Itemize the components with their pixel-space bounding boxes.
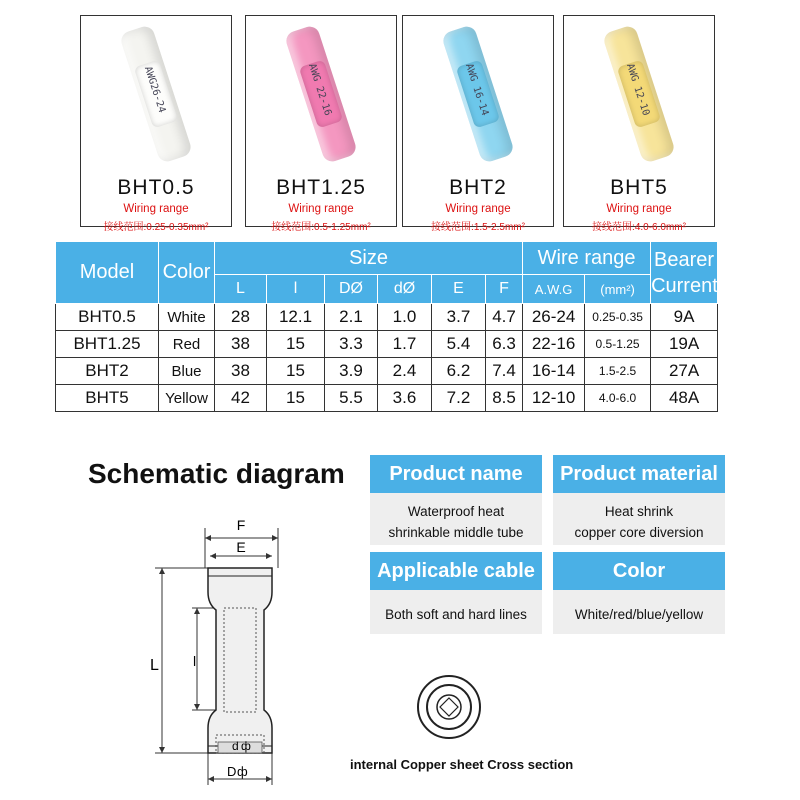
awg-print: AWG26-24 bbox=[141, 65, 168, 115]
cell-L: 38 bbox=[215, 358, 267, 385]
cell-d: 1.7 bbox=[378, 331, 432, 358]
product-card-bht0.5 bbox=[80, 15, 232, 233]
info-product-name bbox=[370, 455, 542, 545]
header-E: E bbox=[432, 275, 486, 304]
header-L: L bbox=[215, 275, 267, 304]
phi-symbol: ф bbox=[237, 764, 248, 779]
tube-image bbox=[284, 24, 358, 164]
cell-current: 48A bbox=[651, 385, 718, 412]
product-name: BHT1.25 bbox=[276, 176, 366, 199]
cell-D: 3.9 bbox=[325, 358, 378, 385]
dim-label-l: l bbox=[193, 653, 197, 669]
wiring-range-value: 接线范围:1.5-2.5mm² bbox=[431, 222, 525, 233]
info-product-material bbox=[553, 455, 725, 545]
cell-color: Red bbox=[159, 331, 215, 358]
tube-image bbox=[441, 24, 515, 164]
cell-color: Blue bbox=[159, 358, 215, 385]
wiring-range-value: 接线范围:4.0-6.0mm² bbox=[592, 222, 686, 233]
tube-image bbox=[602, 24, 676, 164]
table-row bbox=[56, 385, 718, 412]
info-body-line: Heat shrink bbox=[604, 504, 674, 519]
cross-section-caption: internal Copper sheet Cross section bbox=[350, 757, 574, 772]
cell-F: 4.7 bbox=[486, 304, 523, 331]
cell-E: 3.7 bbox=[432, 304, 486, 331]
table-row bbox=[56, 358, 718, 385]
cell-F: 8.5 bbox=[486, 385, 523, 412]
cell-awg: 26-24 bbox=[523, 304, 585, 331]
schematic-drawing bbox=[150, 510, 290, 790]
wiring-range-value: 接线范围:0.5-1.25mm² bbox=[271, 222, 371, 233]
schematic-title: Schematic diagram bbox=[88, 458, 345, 489]
info-body-line: White/red/blue/yellow bbox=[574, 607, 704, 622]
header-size: Size bbox=[215, 242, 523, 275]
header-l: l bbox=[267, 275, 325, 304]
table-row bbox=[56, 331, 718, 358]
cell-awg: 16-14 bbox=[523, 358, 585, 385]
cell-l: 15 bbox=[267, 385, 325, 412]
product-name: BHT2 bbox=[449, 176, 507, 199]
cell-D: 3.3 bbox=[325, 331, 378, 358]
product-photo bbox=[246, 16, 396, 166]
product-photo bbox=[564, 16, 714, 166]
cell-L: 28 bbox=[215, 304, 267, 331]
info-body-line: Waterproof heat bbox=[407, 504, 505, 519]
header-model: Model bbox=[56, 242, 159, 304]
cell-model: BHT2 bbox=[56, 358, 159, 385]
cell-mm2: 4.0-6.0 bbox=[585, 385, 651, 412]
wiring-range-label: Wiring range bbox=[445, 203, 511, 215]
cell-awg: 22-16 bbox=[523, 331, 585, 358]
cell-mm2: 1.5-2.5 bbox=[585, 358, 651, 385]
dim-label-d: d bbox=[232, 739, 239, 753]
cell-current: 27A bbox=[651, 358, 718, 385]
cell-awg: 12-10 bbox=[523, 385, 585, 412]
phi-symbol: ф bbox=[241, 739, 251, 753]
header-d: dØ bbox=[378, 275, 432, 304]
dim-label-L: L bbox=[150, 657, 159, 674]
header-mm2: (mm²) bbox=[585, 275, 651, 304]
product-card-bht2 bbox=[402, 15, 554, 233]
cell-model: BHT0.5 bbox=[56, 304, 159, 331]
cell-l: 15 bbox=[267, 358, 325, 385]
dim-label-f: F bbox=[236, 517, 246, 533]
cell-mm2: 0.5-1.25 bbox=[585, 331, 651, 358]
info-body-line: Both soft and hard lines bbox=[385, 607, 527, 622]
product-card-bht1.25 bbox=[245, 15, 397, 233]
product-photo bbox=[81, 16, 231, 166]
cell-model: BHT5 bbox=[56, 385, 159, 412]
info-color bbox=[553, 552, 725, 634]
cell-l: 12.1 bbox=[267, 304, 325, 331]
info-header: Applicable cable bbox=[370, 552, 542, 590]
cell-color: White bbox=[159, 304, 215, 331]
cross-section-icon bbox=[414, 672, 484, 742]
cell-L: 42 bbox=[215, 385, 267, 412]
cell-color: Yellow bbox=[159, 385, 215, 412]
info-header: Color bbox=[553, 552, 725, 590]
table-row bbox=[56, 304, 718, 331]
cell-E: 5.4 bbox=[432, 331, 486, 358]
info-header: Product name bbox=[370, 455, 542, 493]
cell-current: 9A bbox=[651, 304, 718, 331]
cell-l: 15 bbox=[267, 331, 325, 358]
product-name: BHT0.5 bbox=[117, 176, 195, 199]
info-body-line: copper core diversion bbox=[574, 525, 704, 540]
tube-image bbox=[119, 24, 193, 164]
cell-d: 2.4 bbox=[378, 358, 432, 385]
awg-print: AWG 22-16 bbox=[306, 62, 334, 118]
wiring-range-label: Wiring range bbox=[123, 203, 189, 215]
product-name: BHT5 bbox=[610, 176, 668, 199]
awg-print: AWG 12-10 bbox=[624, 62, 652, 118]
cell-D: 2.1 bbox=[325, 304, 378, 331]
header-bearer-current: Bearer Current bbox=[651, 242, 718, 304]
awg-print: AWG 16-14 bbox=[463, 62, 491, 118]
cell-F: 7.4 bbox=[486, 358, 523, 385]
wiring-range-label: Wiring range bbox=[288, 203, 354, 215]
cell-L: 38 bbox=[215, 331, 267, 358]
header-wire-range: Wire range bbox=[523, 242, 651, 275]
dim-label-e: E bbox=[236, 539, 246, 555]
wiring-range-label: Wiring range bbox=[606, 203, 672, 215]
product-card-bht5 bbox=[563, 15, 715, 233]
info-header: Product material bbox=[553, 455, 725, 493]
cell-current: 19A bbox=[651, 331, 718, 358]
header-color: Color bbox=[159, 242, 215, 304]
header-awg: A.W.G bbox=[523, 275, 585, 304]
cell-E: 6.2 bbox=[432, 358, 486, 385]
info-body-line: shrinkable middle tube bbox=[388, 525, 524, 540]
cell-d: 3.6 bbox=[378, 385, 432, 412]
header-D: DØ bbox=[325, 275, 378, 304]
cell-model: BHT1.25 bbox=[56, 331, 159, 358]
header-F: F bbox=[486, 275, 523, 304]
cell-D: 5.5 bbox=[325, 385, 378, 412]
dim-label-D: D bbox=[227, 764, 237, 779]
cell-d: 1.0 bbox=[378, 304, 432, 331]
product-photo bbox=[403, 16, 553, 166]
cell-mm2: 0.25-0.35 bbox=[585, 304, 651, 331]
cell-E: 7.2 bbox=[432, 385, 486, 412]
cell-F: 6.3 bbox=[486, 331, 523, 358]
wiring-range-value: 接线范围:0.25-0.35mm² bbox=[103, 222, 209, 233]
spec-table bbox=[55, 241, 718, 412]
info-applicable-cable bbox=[370, 552, 542, 634]
